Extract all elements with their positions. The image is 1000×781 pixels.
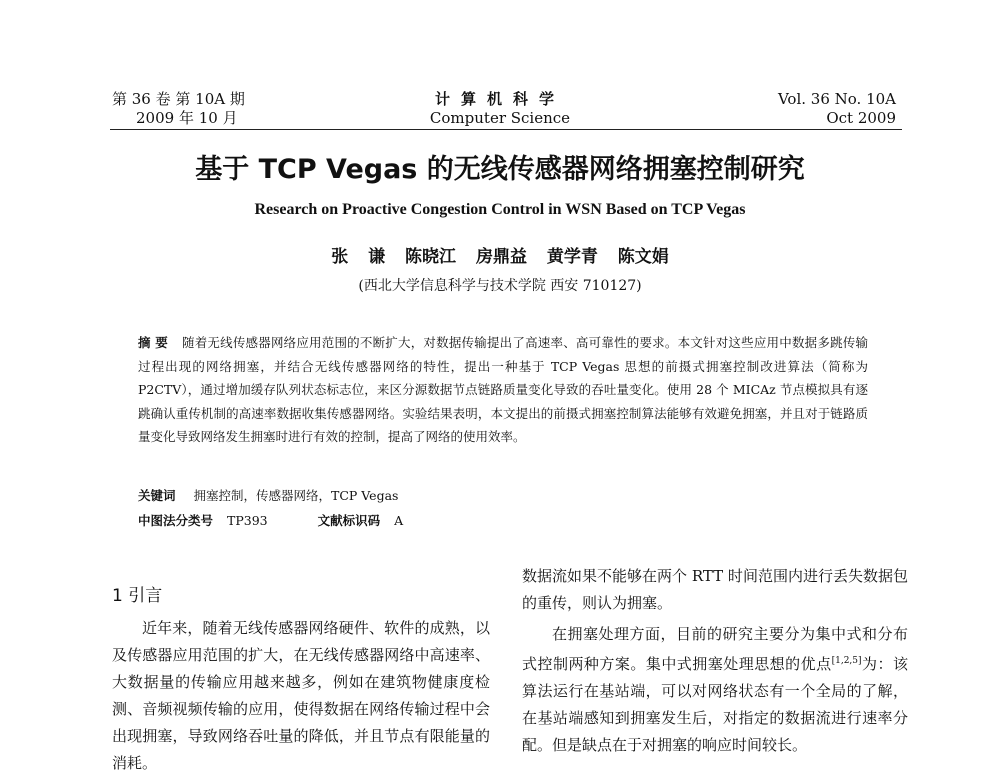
clc-label: 中图法分类号 [138, 513, 214, 528]
header-rule [110, 129, 902, 130]
authors: 张 谦 陈晓江 房鼎益 黄学青 陈文娟 [331, 247, 669, 267]
keywords [138, 486, 398, 506]
journal-volume-en [778, 90, 896, 128]
journal-name-en: Computer Science [429, 109, 571, 127]
issue-date: 2009 年 10 月 [136, 109, 238, 127]
classification [138, 511, 403, 531]
abstract-text: 随着无线传感器网络应用范围的不断扩大，对数据传输提出了高速率、高可靠性的要求。本文针对这些应用中数据多跳传输过程出现的网络拥塞，并结合无线传感器网络的特性，提出一种基于 TCP Vegas 思想的前摄式拥塞控制改进算法（简称为 P2CTV），通过增加缓存队列状态标志位，来区分源数据节点链路质量变化导致的吞吐量变化。使用 28 个 MICAz 节点模拟具有逐跳确认重传机制的高速率数据收集传感器网络。实验结果表明，本文提出的前摄式拥塞控制算法能够有效避免拥塞，并且对于链路质量变化导致网络发生拥塞时进行有效的控制，提高了网络的使用效率。 [138, 335, 868, 444]
affiliation: (西北大学信息科学与技术学院 西安 710127) [358, 278, 642, 294]
abstract [138, 331, 868, 449]
volume-issue: 第 36 卷 第 10A 期 [112, 90, 245, 108]
right-column [522, 563, 908, 763]
paragraph: 近年来，随着无线传感器网络硬件、软件的成熟，以及传感器应用范围的扩大，在无线传感器网络中高速率、大数据量的传输应用越来越多，例如在建筑物健康度检测、音频视频传输的应用，使得数据在网络传输过程中会出现拥塞，导致网络吞吐量的降低，并且节点有限能量的消耗。 [112, 619, 490, 772]
paragraph: 数据流如果不能够在两个 RTT 时间范围内进行丢失数据包的重传，则认为拥塞。 [522, 567, 908, 612]
paper-title-en: Research on Proactive Congestion Control in WSN Based on TCP Vegas [254, 201, 746, 218]
date-en: Oct 2009 [826, 109, 896, 127]
paper-title-cn: 基于 TCP Vegas 的无线传感器网络拥塞控制研究 [195, 154, 805, 185]
keywords-text: 拥塞控制，传感器网络，TCP Vegas [193, 488, 399, 503]
section-heading: 1 引言 [112, 586, 163, 606]
paragraph: 在拥塞处理方面，目前的研究主要分为集中式和分布式控制两种方案。集中式拥塞处理思想的优点[1,2,5]为：该算法运行在基站端，可以对网络状态有一个全局的了解，在基站端感知到拥塞发生后，对指定的数据流进行速率分配。但是缺点在于对拥塞的响应时间较长。 [522, 625, 908, 754]
volume-en: Vol. 36 No. 10A [777, 90, 896, 108]
clc-value: TP393 [227, 513, 268, 528]
journal-name-cn: 计算机科学 [434, 90, 565, 108]
keywords-label: 关键词 [138, 488, 176, 503]
citation: [1,2,5] [831, 656, 862, 666]
doc-code-value: A [394, 513, 404, 528]
doc-code-label: 文献标识码 [317, 513, 381, 528]
abstract-label: 摘 要 [138, 335, 168, 350]
left-column [112, 615, 490, 781]
